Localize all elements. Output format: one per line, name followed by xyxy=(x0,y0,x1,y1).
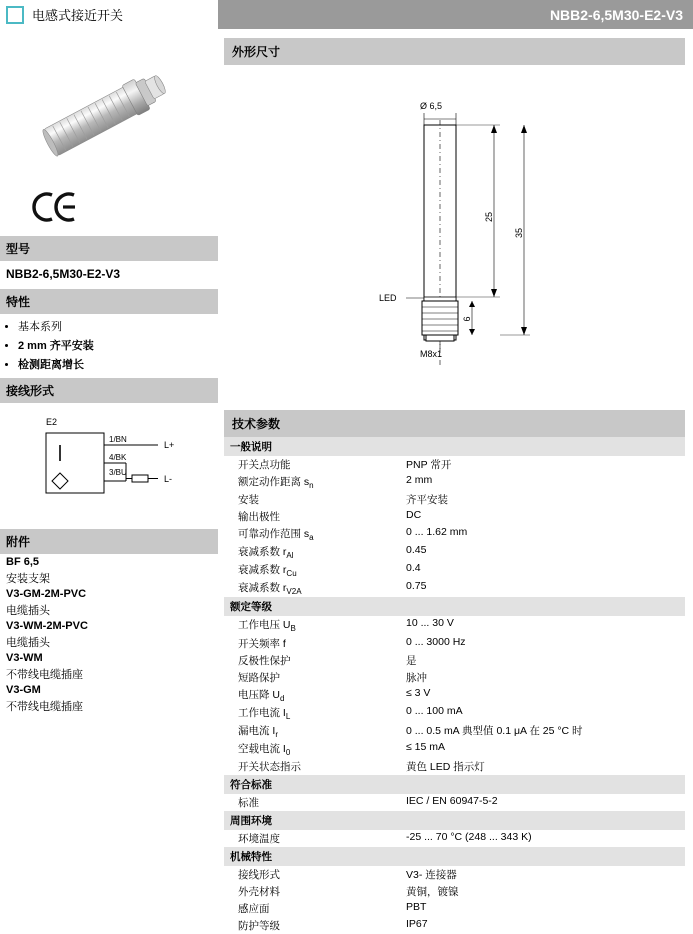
wire-label-3: 3/BU xyxy=(109,468,127,477)
wiring-type-label: E2 xyxy=(46,417,58,427)
specs-panel-title: 技术参数 xyxy=(224,410,685,437)
list-item: V3-GM xyxy=(6,684,41,696)
section-accessories-title: 附件 xyxy=(0,529,218,554)
table-row xyxy=(224,883,685,900)
spec-group-label: 周围环境 xyxy=(224,811,685,830)
table-row xyxy=(224,491,685,508)
spec-label: 工作电压 $U_B$ xyxy=(238,619,296,634)
spec-value: 10 ... 30 V xyxy=(406,617,454,630)
spec-group-label: 机械特性 xyxy=(224,847,685,866)
spec-value: ≤ 15 mA xyxy=(406,740,446,753)
spec-value: -25 ... 70 °C (248 ... 343 K) xyxy=(406,830,532,843)
spec-group-label: 一般说明 xyxy=(224,437,685,456)
list-item: BF 6,5 xyxy=(6,556,40,568)
list-item: 不带线电缆插座 xyxy=(6,701,83,713)
table-row xyxy=(224,811,685,830)
dim-diameter: Ø 6,5 xyxy=(420,101,443,111)
section-features-title: 特性 xyxy=(0,289,218,314)
table-row xyxy=(224,561,685,579)
model-value: NBB2-6,5M30-E2-V3 xyxy=(6,267,121,281)
list-item: V3-WM xyxy=(6,652,43,664)
spec-value: 0 ... 3000 Hz xyxy=(406,635,466,648)
table-row xyxy=(224,686,685,704)
spec-value: 齐平安装 xyxy=(406,494,448,507)
spec-value: 0.45 xyxy=(406,544,427,557)
spec-value: ≤ 3 V xyxy=(406,686,431,699)
spec-value: 0.4 xyxy=(406,562,421,575)
table-row xyxy=(224,652,685,669)
section-model-title: 型号 xyxy=(0,236,218,261)
left-column xyxy=(0,30,218,716)
section-wiring-title: 接线形式 xyxy=(0,378,218,403)
table-row xyxy=(224,473,685,491)
spec-label: 衰减系数 $r_{V2A}$ xyxy=(238,582,302,597)
table-row xyxy=(224,866,685,883)
dimension-drawing xyxy=(224,65,685,410)
feature-list xyxy=(0,318,218,372)
spec-value: 2 mm xyxy=(406,474,433,486)
table-row xyxy=(224,597,685,616)
list-item: 不带线电缆插座 xyxy=(6,669,83,681)
page-header xyxy=(0,0,693,30)
spec-value: 0 ... 1.62 mm xyxy=(406,526,468,539)
list-item: 电缆插头 xyxy=(6,605,50,617)
spec-value: 黄铜，镀镍 xyxy=(406,885,459,898)
list-item: • 2 mm 齐平安装 xyxy=(18,337,218,353)
spec-label: 标准 xyxy=(238,796,259,809)
spec-label: 开关频率 f xyxy=(238,637,286,650)
spec-label: 输出极性 xyxy=(238,511,280,524)
header-left xyxy=(0,0,218,29)
table-row xyxy=(224,847,685,866)
terminal-minus: L- xyxy=(164,474,173,484)
page-body xyxy=(0,30,693,932)
specifications-table xyxy=(224,437,685,934)
list-item: • 检测距离增长 xyxy=(18,356,218,372)
table-row xyxy=(224,525,685,543)
table-row xyxy=(224,704,685,722)
spec-value: 0 ... 0.5 mA 典型值 0.1 μA 在 25 °C 时 xyxy=(406,724,583,737)
spec-label: 开关点功能 xyxy=(238,459,291,471)
table-row xyxy=(224,917,685,934)
spec-label: 衰减系数 $r_{Al}$ xyxy=(238,546,294,561)
spec-value: IEC / EN 60947-5-2 xyxy=(406,794,498,807)
table-row xyxy=(224,635,685,652)
spec-label: 衰减系数 $r_{Cu}$ xyxy=(238,564,297,579)
dim-6: 6 xyxy=(462,316,472,322)
spec-label: 防护等级 xyxy=(238,919,280,932)
table-row xyxy=(224,669,685,686)
spec-label: 反极性保护 xyxy=(238,654,291,667)
terminal-plus: L+ xyxy=(164,440,175,450)
spec-value: PBT xyxy=(406,900,427,913)
list-item: V3-GM-2M-PVC xyxy=(6,588,87,600)
spec-label: 环境温度 xyxy=(238,832,280,845)
list-item: • 基本系列 xyxy=(18,318,218,334)
table-row xyxy=(224,758,685,775)
page-title: 电感式接近开关 xyxy=(32,8,124,23)
spec-label: 感应面 xyxy=(238,902,270,915)
spec-value: IP67 xyxy=(406,917,428,930)
list-item: V3-WM-2M-PVC xyxy=(6,620,88,632)
table-row xyxy=(224,508,685,525)
product-photo xyxy=(0,30,218,190)
spec-label: 外壳材料 xyxy=(238,885,280,898)
spec-label: 可靠动作范围 $s_a$ xyxy=(238,528,314,543)
spec-label: 安装 xyxy=(238,494,259,507)
dim-35: 35 xyxy=(514,227,524,239)
right-column xyxy=(218,30,693,934)
wiring-diagram xyxy=(0,403,218,523)
table-row xyxy=(224,740,685,758)
thread-label: M8x1 xyxy=(420,349,443,359)
wire-label-1: 1/BN xyxy=(109,435,127,444)
table-row xyxy=(224,543,685,561)
list-item: 电缆插头 xyxy=(6,637,50,649)
spec-label: 空载电流 $I_0$ xyxy=(238,742,291,757)
table-row xyxy=(224,775,685,794)
spec-value: PNP 常开 xyxy=(406,459,452,471)
spec-group-label: 额定等级 xyxy=(224,597,685,616)
spec-group-label: 符合标准 xyxy=(224,775,685,794)
table-row xyxy=(224,900,685,917)
table-row xyxy=(224,456,685,473)
table-row xyxy=(224,830,685,847)
list-item: 安装支架 xyxy=(6,573,50,585)
table-row xyxy=(224,579,685,597)
table-row xyxy=(224,794,685,811)
table-row xyxy=(224,722,685,740)
part-number-banner: NBB2-6,5M30-E2-V3 xyxy=(218,0,693,29)
spec-label: 工作电流 $I_L$ xyxy=(238,706,291,721)
spec-label: 电压降 $U_d$ xyxy=(238,688,285,703)
accessory-list xyxy=(0,556,218,714)
spec-value: 黄色 LED 指示灯 xyxy=(406,760,485,773)
spec-value: 0.75 xyxy=(406,580,427,593)
spec-label: 漏电流 $I_r$ xyxy=(238,724,279,739)
dim-25: 25 xyxy=(484,211,494,223)
table-row xyxy=(224,616,685,634)
spec-label: 短路保护 xyxy=(238,671,280,684)
table-row xyxy=(224,437,685,456)
spec-label: 额定动作距离 $s_n$ xyxy=(238,476,314,491)
spec-value: 是 xyxy=(406,654,417,667)
led-label: LED xyxy=(379,293,397,303)
wire-label-4: 4/BK xyxy=(109,453,127,462)
square-logo-icon xyxy=(6,6,24,24)
spec-value: 0 ... 100 mA xyxy=(406,704,463,717)
dimensions-panel-title: 外形尺寸 xyxy=(224,38,685,65)
spec-value: V3- 连接器 xyxy=(406,868,457,881)
spec-value: DC xyxy=(406,509,422,522)
spec-label: 开关状态指示 xyxy=(238,760,301,773)
ce-mark-icon xyxy=(0,190,218,230)
spec-value: 脉冲 xyxy=(406,671,427,684)
spec-label: 接线形式 xyxy=(238,868,280,881)
